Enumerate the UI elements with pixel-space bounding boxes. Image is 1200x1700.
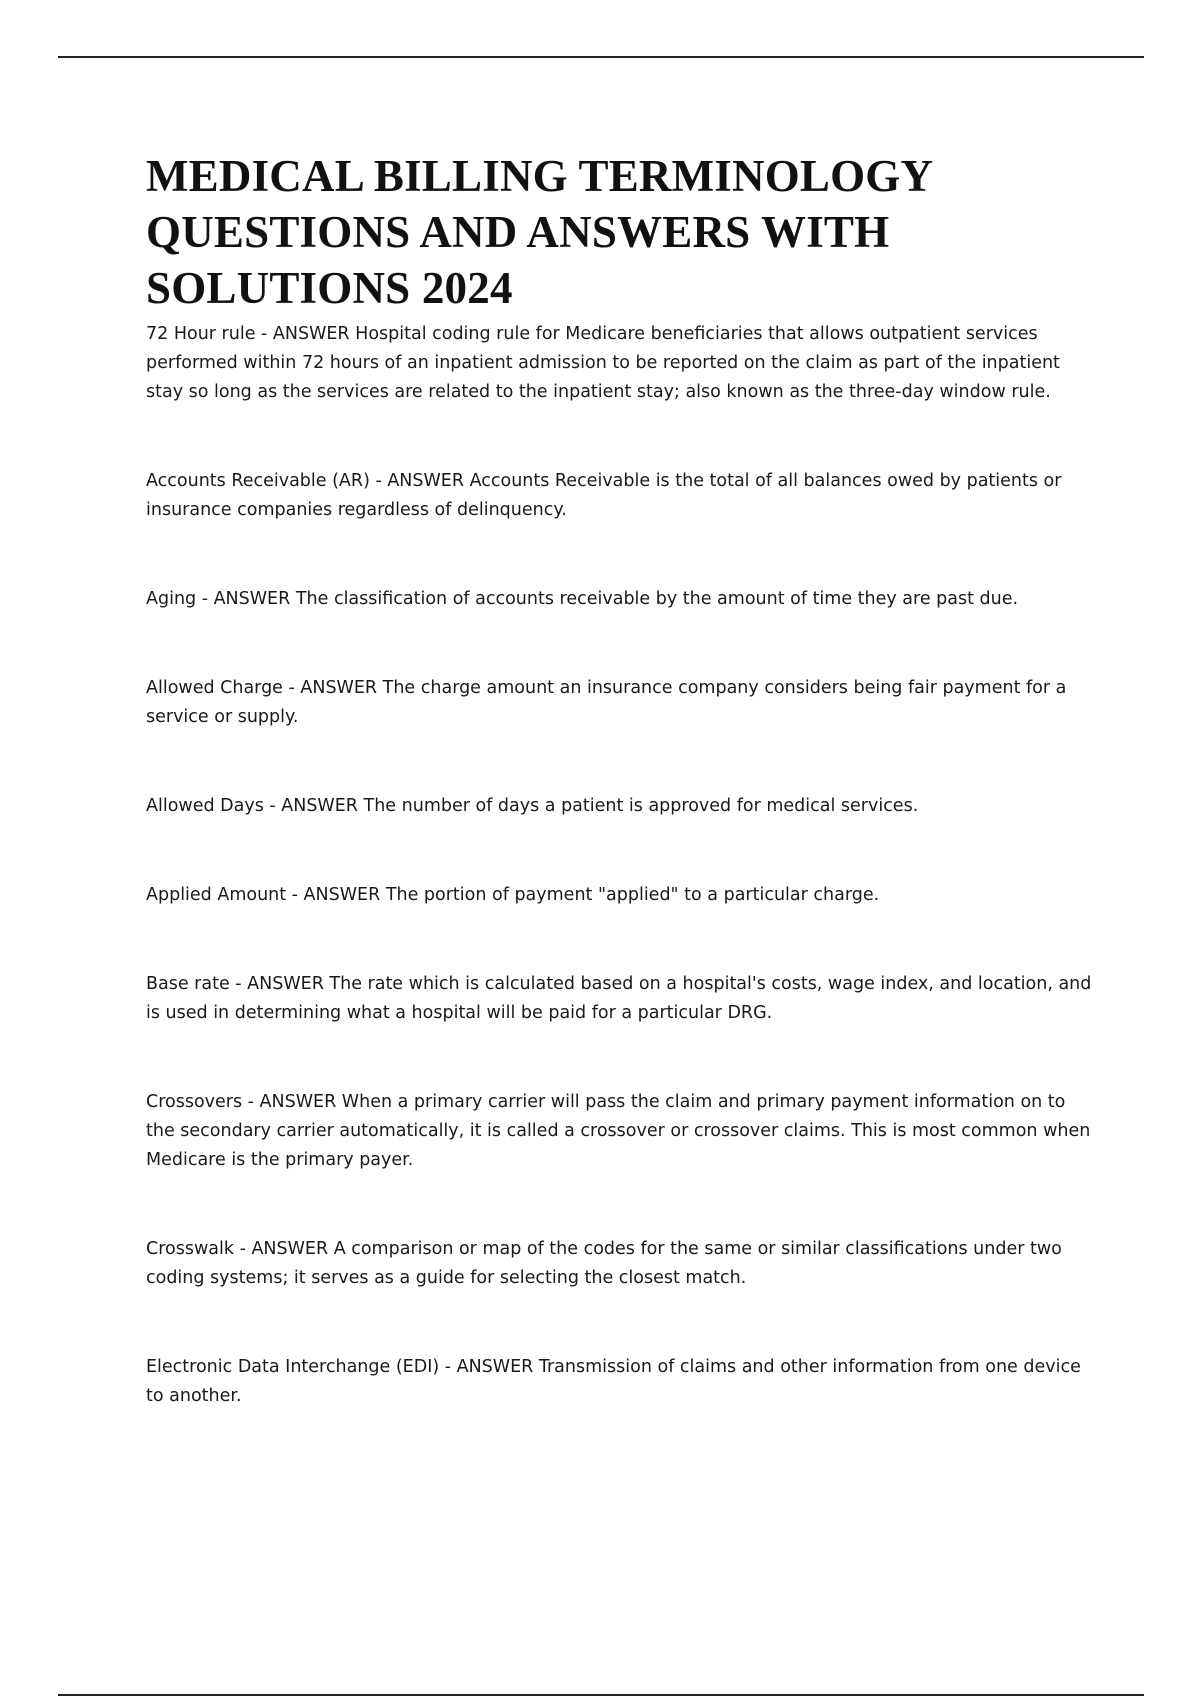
- bottom-divider: [58, 1694, 1144, 1696]
- document-title: MEDICAL BILLING TERMINOLOGY QUESTIONS AND ANSWERS WITH SOLUTIONS 2024: [146, 151, 932, 313]
- term-entry-accounts-receivable: Accounts Receivable (AR) - ANSWER Accounts Receivable is the total of all balances owed by patients or insurance companies regardless of delinquency.: [146, 471, 1062, 520]
- term-entry-edi: Electronic Data Interchange (EDI) - ANSWER Transmission of claims and other information from one device to another.: [146, 1357, 1081, 1406]
- term-entry-crossovers: Crossovers - ANSWER When a primary carrier will pass the claim and primary payment information on to the secondary carrier automatically, it is called a crossover or crossover claims. This is most common when Medicare is the primary payer.: [146, 1092, 1091, 1170]
- term-entry-allowed-days: Allowed Days - ANSWER The number of days a patient is approved for medical services.: [146, 796, 919, 816]
- terminology-list: [146, 320, 1096, 1411]
- term-entry-aging: Aging - ANSWER The classification of accounts receivable by the amount of time they are past due.: [146, 589, 1019, 609]
- top-divider: [58, 56, 1144, 58]
- term-entry-base-rate: Base rate - ANSWER The rate which is calculated based on a hospital's costs, wage index, and location, and is used in determining what a hospital will be paid for a particular DRG.: [146, 974, 1092, 1023]
- term-entry-applied-amount: Applied Amount - ANSWER The portion of payment "applied" to a particular charge.: [146, 885, 880, 905]
- term-entry-72-hour-rule: 72 Hour rule - ANSWER Hospital coding rule for Medicare beneficiaries that allows outpatient services performed within 72 hours of an inpatient admission to be reported on the claim as part of the inpatient stay so long as the services are related to the inpatient stay; also known as the three-day window rule.: [146, 324, 1060, 402]
- document-body: [146, 148, 1096, 1411]
- term-entry-crosswalk: Crosswalk - ANSWER A comparison or map of the codes for the same or similar classifications under two coding systems; it serves as a guide for selecting the closest match.: [146, 1239, 1062, 1288]
- term-entry-allowed-charge: Allowed Charge - ANSWER The charge amount an insurance company considers being fair payment for a service or supply.: [146, 678, 1067, 727]
